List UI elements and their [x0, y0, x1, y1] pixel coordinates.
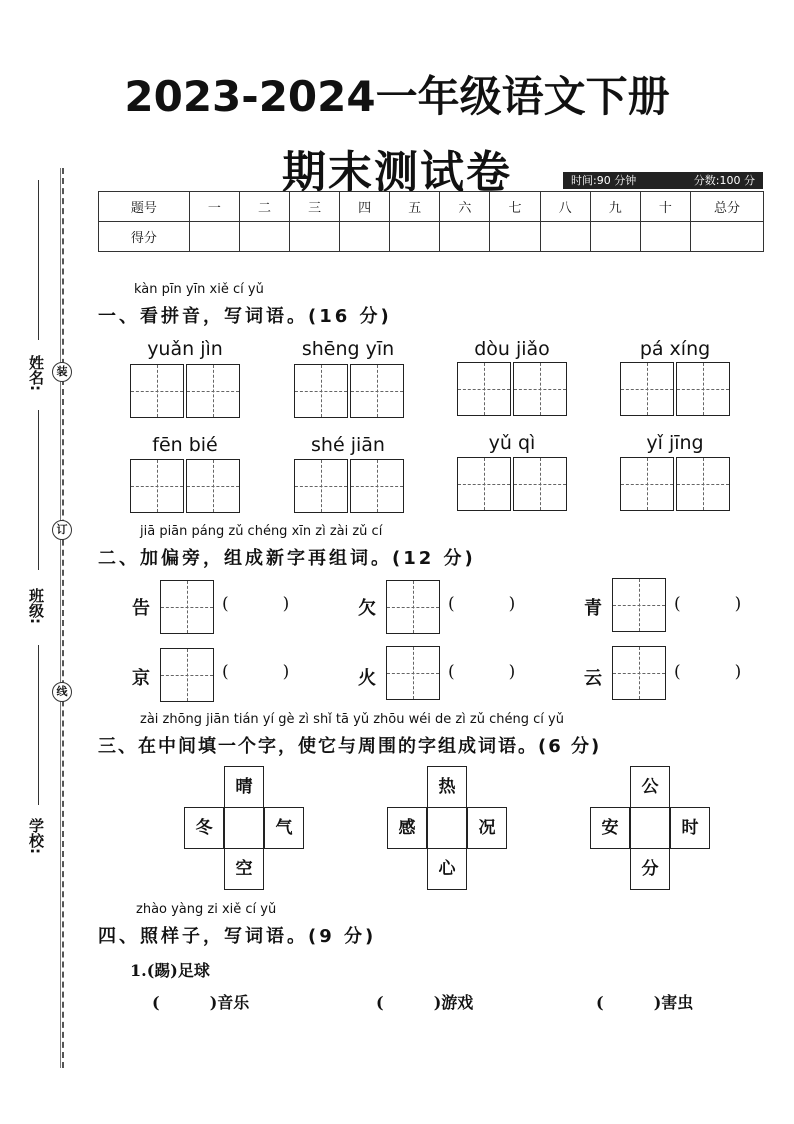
- row-label: 得分: [99, 222, 190, 252]
- cross-bottom: 空: [224, 848, 264, 890]
- score-cell[interactable]: [290, 222, 340, 252]
- score-table-header: [99, 192, 764, 222]
- writing-box[interactable]: [186, 459, 240, 513]
- page-subtitle: 期末测试卷: [282, 147, 512, 198]
- writing-box[interactable]: [676, 362, 730, 416]
- q1-heading: 一、看拼音，写词语。(16 分): [98, 306, 392, 327]
- score-cell[interactable]: [640, 222, 690, 252]
- class-rule: [38, 410, 39, 570]
- q4-item[interactable]: ( )游戏: [376, 993, 474, 1012]
- cross-top: 热: [427, 766, 467, 808]
- cross-center-blank[interactable]: [224, 807, 264, 849]
- q1-pinyin: yuǎn jìn: [147, 338, 223, 360]
- binding-dashed-line: [62, 168, 64, 1068]
- cross-top: 晴: [224, 766, 264, 808]
- cross-bottom: 分: [630, 848, 670, 890]
- writing-box[interactable]: [350, 364, 404, 418]
- school-rule: [38, 645, 39, 805]
- binding-line: [60, 168, 61, 1068]
- q2-heading-pinyin: jiā piān páng zǔ chéng xīn zì zài zǔ cí: [140, 524, 383, 539]
- q2-heading: 二、加偏旁，组成新字再组词。(12 分): [98, 548, 476, 569]
- q1-pinyin: shēng yīn: [301, 338, 395, 360]
- answer-paren[interactable]: ( ): [674, 662, 742, 682]
- q1-pinyin: pá xíng: [639, 338, 711, 360]
- score-table: [98, 191, 764, 252]
- writing-box[interactable]: [386, 580, 440, 634]
- writing-box[interactable]: [620, 457, 674, 511]
- page-title: 2023-2024一年级语文下册: [124, 72, 670, 121]
- writing-box[interactable]: [160, 648, 214, 702]
- score-cell[interactable]: [340, 222, 390, 252]
- writing-box[interactable]: [620, 362, 674, 416]
- score-cell[interactable]: [540, 222, 590, 252]
- writing-box[interactable]: [676, 457, 730, 511]
- q4-item[interactable]: ( )音乐: [152, 993, 250, 1012]
- writing-box[interactable]: [457, 457, 511, 511]
- score-cell[interactable]: [691, 222, 764, 252]
- q2-base-char: 欠: [358, 598, 376, 619]
- cross-right: 气: [264, 807, 304, 849]
- header-cell: 六: [440, 192, 490, 222]
- seal-xian: 线: [52, 682, 72, 702]
- cross-bottom: 心: [427, 848, 467, 890]
- score-cell[interactable]: [490, 222, 540, 252]
- header-cell: 总分: [691, 192, 764, 222]
- q4-heading: 四、照样子，写词语。(9 分): [98, 926, 377, 947]
- cross-right: 时: [670, 807, 710, 849]
- q4-example: 1.(踢)足球: [130, 961, 210, 980]
- q2-base-char: 告: [132, 598, 150, 619]
- writing-box[interactable]: [294, 364, 348, 418]
- cross-right: 况: [467, 807, 507, 849]
- score-cell[interactable]: [189, 222, 239, 252]
- header-cell: 十: [640, 192, 690, 222]
- score-cell[interactable]: [590, 222, 640, 252]
- q1-pinyin: dòu jiǎo: [474, 338, 550, 360]
- q3-heading: 三、在中间填一个字，使它与周围的字组成词语。(6 分): [98, 736, 602, 757]
- q1-heading-pinyin: kàn pīn yīn xiě cí yǔ: [134, 282, 264, 297]
- q1-pinyin: shé jiān: [311, 434, 385, 456]
- school-label: 学校:: [27, 818, 45, 854]
- name-label: 姓名:: [27, 355, 45, 391]
- cross-left: 感: [387, 807, 427, 849]
- time-label: 时间:90 分钟: [571, 174, 637, 187]
- header-cell: 五: [390, 192, 440, 222]
- seal-ding: 订: [52, 520, 72, 540]
- q2-base-char: 火: [358, 668, 376, 689]
- class-label: 班级:: [27, 588, 45, 624]
- answer-paren[interactable]: ( ): [448, 662, 516, 682]
- writing-box[interactable]: [350, 459, 404, 513]
- writing-box[interactable]: [612, 578, 666, 632]
- header-cell: 一: [189, 192, 239, 222]
- writing-box[interactable]: [130, 459, 184, 513]
- header-cell: 九: [590, 192, 640, 222]
- header-cell: 题号: [99, 192, 190, 222]
- q1-pinyin: yǔ qì: [488, 432, 536, 454]
- cross-center-blank[interactable]: [427, 807, 467, 849]
- name-rule: [38, 180, 39, 340]
- writing-box[interactable]: [612, 646, 666, 700]
- writing-box[interactable]: [186, 364, 240, 418]
- seal-zhuang: 装: [52, 362, 72, 382]
- header-cell: 二: [239, 192, 289, 222]
- answer-paren[interactable]: ( ): [222, 594, 290, 614]
- q1-pinyin: fēn bié: [152, 434, 218, 456]
- writing-box[interactable]: [130, 364, 184, 418]
- cross-left: 安: [590, 807, 630, 849]
- writing-box[interactable]: [457, 362, 511, 416]
- writing-box[interactable]: [294, 459, 348, 513]
- writing-box[interactable]: [513, 362, 567, 416]
- q4-heading-pinyin: zhào yàng zi xiě cí yǔ: [136, 902, 277, 917]
- writing-box[interactable]: [513, 457, 567, 511]
- writing-box[interactable]: [386, 646, 440, 700]
- header-cell: 四: [340, 192, 390, 222]
- answer-paren[interactable]: ( ): [222, 662, 290, 682]
- score-cell[interactable]: [390, 222, 440, 252]
- q2-base-char: 云: [584, 668, 602, 689]
- header-cell: 三: [290, 192, 340, 222]
- cross-top: 公: [630, 766, 670, 808]
- answer-paren[interactable]: ( ): [448, 594, 516, 614]
- answer-paren[interactable]: ( ): [674, 594, 742, 614]
- score-cell[interactable]: [440, 222, 490, 252]
- q1-pinyin: yǐ jīng: [646, 432, 704, 454]
- score-table-row: [99, 222, 764, 252]
- time-score-bar: [563, 172, 763, 189]
- q4-item[interactable]: ( )害虫: [596, 993, 694, 1012]
- cross-center-blank[interactable]: [630, 807, 670, 849]
- cross-left: 冬: [184, 807, 224, 849]
- header-cell: 八: [540, 192, 590, 222]
- q3-heading-pinyin: zài zhōng jiān tián yí gè zì shǐ tā yǔ zhōu wéi de zì zǔ chéng cí yǔ: [140, 712, 564, 727]
- score-cell[interactable]: [239, 222, 289, 252]
- score-label: 分数:100 分: [693, 174, 755, 187]
- writing-box[interactable]: [160, 580, 214, 634]
- q2-base-char: 京: [132, 668, 150, 689]
- q2-base-char: 青: [584, 598, 602, 619]
- header-cell: 七: [490, 192, 540, 222]
